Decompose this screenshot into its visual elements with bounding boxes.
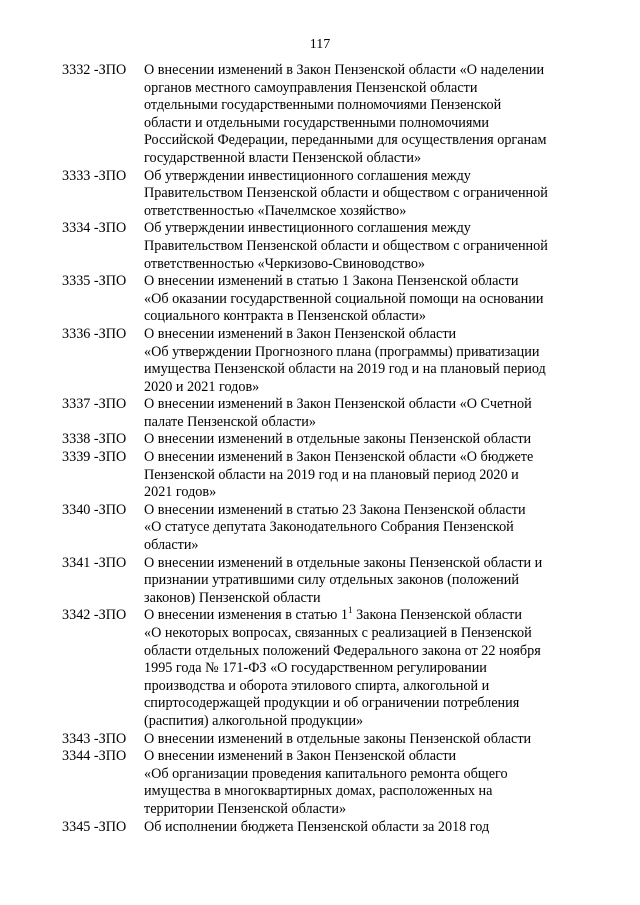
law-number: 3341 -ЗПО <box>62 554 127 571</box>
law-entry <box>62 396 582 431</box>
law-title <box>144 731 582 749</box>
law-number: 3344 -ЗПО <box>62 748 127 765</box>
law-title-line: ответственностью «Черкизово-Свиноводство» <box>144 255 426 272</box>
law-entry <box>62 62 582 168</box>
law-title <box>144 396 582 431</box>
law-title-line: области и отдельными государственными полномочиями <box>144 114 489 131</box>
law-number: 3335 -ЗПО <box>62 273 127 290</box>
law-title-line: О внесении изменений в Закон Пензенской области «О Счетной <box>144 396 532 413</box>
law-title-line: О внесении изменений в статью 1 Закона Пензенской области <box>144 273 519 290</box>
law-title-line: области отдельных положений Федерального закона от 22 ноября <box>144 642 541 659</box>
law-title <box>144 273 582 326</box>
law-title <box>144 748 582 818</box>
law-title-line: имущества Пензенской области на 2019 год и на плановый период <box>144 361 546 378</box>
law-title-line: имущества в многоквартирных домах, расположенных на <box>144 783 493 800</box>
law-entry <box>62 607 582 730</box>
law-entry <box>62 326 582 396</box>
law-title-line: палате Пензенской области» <box>144 413 316 430</box>
law-title-line: 2020 и 2021 годов» <box>144 378 260 395</box>
law-number: 3333 -ЗПО <box>62 167 127 184</box>
law-title-line: Об исполнении бюджета Пензенской области за 2018 год <box>144 818 490 835</box>
law-entry <box>62 748 582 818</box>
law-title-line: органов местного самоуправления Пензенской области <box>144 79 478 96</box>
law-entry <box>62 220 582 273</box>
law-entry <box>62 555 582 608</box>
law-title-suffix: Закона Пензенской области <box>352 607 522 624</box>
law-title <box>144 220 582 273</box>
law-title-line: законов) Пензенской области <box>144 589 321 606</box>
law-number: 3343 -ЗПО <box>62 730 127 747</box>
law-title <box>144 326 582 396</box>
law-title-line: О внесении изменений в отдельные законы Пензенской области и <box>144 554 543 571</box>
law-entry <box>62 819 582 837</box>
law-number: 3342 -ЗПО <box>62 607 127 624</box>
law-number: 3336 -ЗПО <box>62 325 127 342</box>
law-title-line: «Об оказании государственной социальной помощи на основании <box>144 290 544 307</box>
law-entry <box>62 431 582 449</box>
law-title-line: производства и оборота этилового спирта, алкогольной и <box>144 677 490 694</box>
law-number: 3337 -ЗПО <box>62 396 127 413</box>
law-title-line: Правительством Пензенской области и обществом с ограниченной <box>144 237 548 254</box>
law-number: 3338 -ЗПО <box>62 431 127 448</box>
law-title <box>144 607 582 730</box>
law-title-line: Пензенской области на 2019 год и на плановый период 2020 и <box>144 466 519 483</box>
law-title-line: 2021 годов» <box>144 484 217 501</box>
law-title-line: отдельными государственными полномочиями Пензенской <box>144 97 502 114</box>
law-number: 3340 -ЗПО <box>62 501 127 518</box>
law-title-line: «Об утверждении Прогнозного плана (программы) приватизации <box>144 343 540 360</box>
page-number: 117 <box>309 37 331 52</box>
law-title-line: «Об организации проведения капитального ремонта общего <box>144 765 508 782</box>
law-list <box>62 62 582 836</box>
law-title-prefix: О внесении изменения в статью 1 <box>144 607 349 624</box>
law-title-line: территории Пензенской области» <box>144 800 347 817</box>
law-title <box>144 819 582 837</box>
law-entry <box>62 502 582 555</box>
law-title-line: социального контракта в Пензенской области» <box>144 308 426 325</box>
law-title-line: О внесении изменений в статью 23 Закона Пензенской области <box>144 501 526 518</box>
law-title <box>144 449 582 502</box>
law-title-line <box>144 607 582 625</box>
law-title-line: государственной власти Пензенской области» <box>144 149 422 166</box>
law-number: 3339 -ЗПО <box>62 449 127 466</box>
law-entry <box>62 731 582 749</box>
law-title-line: Об утверждении инвестиционного соглашения между <box>144 167 471 184</box>
law-title-line: О внесении изменений в Закон Пензенской области <box>144 325 457 342</box>
law-title <box>144 168 582 221</box>
law-entry <box>62 273 582 326</box>
law-title <box>144 502 582 555</box>
law-title-line: спиртосодержащей продукции и об ограничении потребления <box>144 695 520 712</box>
law-title <box>144 62 582 168</box>
law-title-line: 1995 года № 171-ФЗ «О государственном регулировании <box>144 660 487 677</box>
law-title <box>144 555 582 608</box>
law-title-line: О внесении изменений в Закон Пензенской области «О бюджете <box>144 449 534 466</box>
law-title-line: Правительством Пензенской области и обществом с ограниченной <box>144 185 548 202</box>
law-title-line: «О некоторых вопросах, связанных с реализацией в Пензенской <box>144 625 532 641</box>
law-title-line: О внесении изменений в Закон Пензенской области <box>144 748 457 765</box>
law-entry <box>62 168 582 221</box>
law-title-line: Российской Федерации, переданными для осуществления органам <box>144 132 547 149</box>
law-number: 3332 -ЗПО <box>62 62 127 78</box>
law-title-line: «О статусе депутата Законодательного Собрания Пензенской <box>144 519 514 536</box>
law-title-line: ответственностью «Пачелмское хозяйство» <box>144 202 407 219</box>
article-superscript: 1 <box>348 605 353 616</box>
law-title-line: области» <box>144 537 199 554</box>
law-title-line: (распития) алкогольной продукции» <box>144 712 364 729</box>
law-entry <box>62 449 582 502</box>
law-number: 3334 -ЗПО <box>62 220 127 237</box>
law-title-line: О внесении изменений в Закон Пензенской области «О наделении <box>144 62 545 78</box>
law-title <box>144 431 582 449</box>
law-title-line: О внесении изменений в отдельные законы Пензенской области <box>144 431 532 448</box>
law-title-line: признании утратившими силу отдельных законов (положений <box>144 572 519 589</box>
law-title-line: О внесении изменений в отдельные законы Пензенской области <box>144 730 532 747</box>
law-title-line: Об утверждении инвестиционного соглашения между <box>144 220 471 237</box>
law-number: 3345 -ЗПО <box>62 818 127 835</box>
